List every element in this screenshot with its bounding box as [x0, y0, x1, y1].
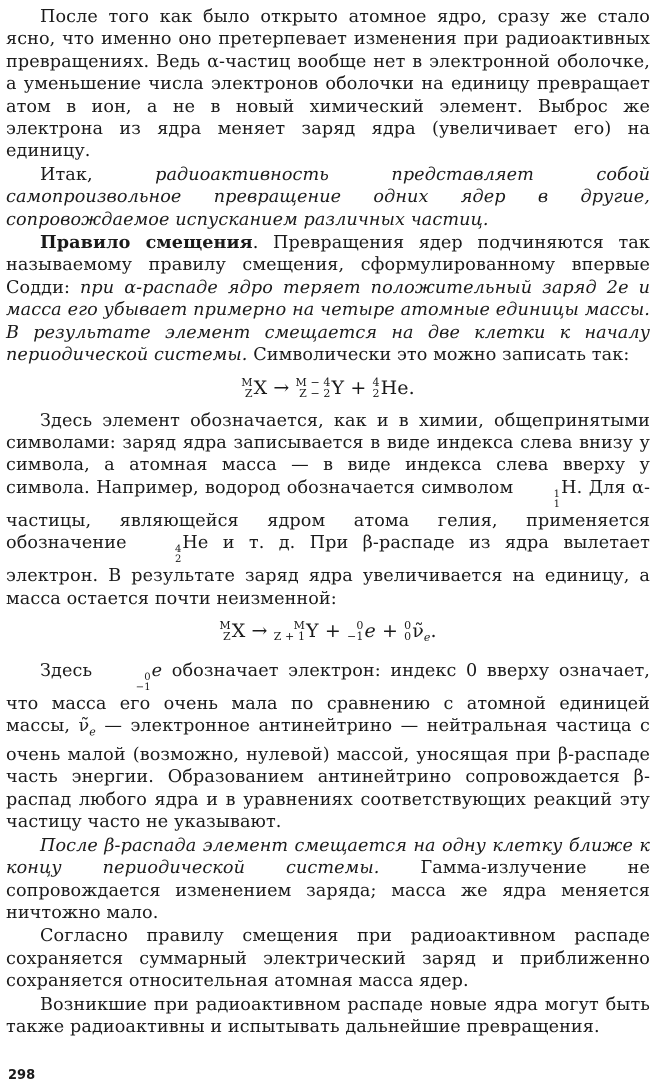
- beta-y-indices: M Z + 1: [273, 618, 306, 643]
- formula-end: .: [430, 619, 437, 642]
- reaction-arrow: →: [273, 376, 290, 399]
- paragraph-electron: Здесь 0 −1 e обозначает электрон: индекс 0 вверху означает, что масса его очень мала по сравнению с атомной единицей массы, $\nũ_e$ — электронное антинейтрино — нейтральная частица с очень малой (возможно, нулевой) массой, уносящая при β-распаде часть энергии. Образованием антинейтрино сопровождается β-распад любого ядра и в уравнениях соответствующих реакций эту частицу часто не указывают.: [6, 660, 650, 833]
- paragraph-notation: Здесь элемент обозначается, как и в химии, общепринятыми символами: заряд ядра записывается в виде индекса слева внизу у символа, а атомная масса — в виде индекса слева вверху у символа. Например, водород обозначается символом 1 1 H. Для α-частицы, являющейся ядром атома гелия, применяется обозначение 4 2 He и т. д. При β-распаде из ядра вылетает электрон. В результате заряд ядра увеличивается на единицу, а масса остается почти неизменной:: [6, 410, 651, 609]
- page-content: [6, 6, 650, 1038]
- electron-indices: 0 −1: [347, 618, 364, 643]
- paragraph-displacement-rule: [6, 232, 650, 366]
- alpha-rule-text: при α-распаде ядро теряет положительный заряд 2e и масса его убывает примерно на четыре атомные единицы массы. В результате элемент смещается на две клетки к началу периодической системы.: [6, 277, 651, 366]
- hydrogen-symbol: H: [561, 477, 577, 498]
- hydrogen-indices: 1 1: [553, 488, 561, 510]
- inline-antineutrino-subscript: e: [89, 725, 96, 739]
- inline-antineutrino-symbol: ν̃: [78, 716, 90, 737]
- beta-arrow: →: [251, 619, 268, 642]
- definition-lead: Итак,: [40, 164, 156, 185]
- displacement-rule-tail: Символически это можно записать так:: [247, 345, 630, 366]
- antineutrino-symbol: ν̃: [412, 619, 424, 642]
- inline-electron-indices: 0 −1: [135, 671, 151, 693]
- definition-text: радиоактивность представляет собой самопроизвольное превращение одних ядер в другие, сопровождаемое испусканием различных частиц.: [6, 164, 650, 230]
- electron-symbol: e: [364, 619, 376, 642]
- paragraph-further-decay: Возникшие при радиоактивном распаде новые ядра могут быть также радиоактивны и испытывать дальнейшие превращения.: [6, 994, 650, 1037]
- nuclide-x-symbol: X: [253, 376, 268, 399]
- beta-rule-text: После β-распада элемент смещается на одну клетку ближе к концу периодической системы.: [6, 835, 650, 879]
- antineutrino-subscript: e: [423, 630, 431, 644]
- inline-helium-indices: 4 2: [174, 544, 182, 566]
- beta-rule-tail: Гамма-излучение не сопровождается изменением заряда; масса же ядра меняется ничтожно мало.: [6, 858, 650, 923]
- beta-y-symbol: Y: [306, 619, 319, 642]
- antineutrino-indices: 0 0: [404, 618, 412, 643]
- paragraph-conservation: Согласно правилу смещения при радиоактивном распаде сохраняется суммарный электрический заряд и приближенно сохраняется относительная атомная масса ядер.: [6, 926, 650, 992]
- displacement-rule-heading: Правило смещения: [40, 232, 253, 254]
- page-number: 298: [8, 1068, 36, 1083]
- beta-x-symbol: X: [231, 619, 246, 642]
- displacement-rule-intro: . Превращения ядер подчиняются так называемому правилу смещения, сформулированному впервые Содди:: [6, 233, 650, 298]
- paragraph-definition: [6, 164, 650, 231]
- paragraph-nucleus: После того как было открыто атомное ядро, сразу же стало ясно, что именно оно претерпевает изменения при радиоактивных превращениях. Ведь α-частиц вообще нет в электронной оболочке, а уменьшение числа электронов оболочки на единицу превращает атом в ион, а не в новый химический элемент. Выброс же электрона из ядра меняет заряд ядра (увеличивает его) на единицу.: [6, 7, 650, 162]
- plus-sign: +: [350, 376, 367, 399]
- inline-helium-symbol: He: [182, 533, 209, 554]
- beta-decay-formula: [6, 616, 650, 652]
- beta-plus-1: +: [324, 619, 341, 642]
- nuclide-y-indices: M − 4 Z − 2: [295, 375, 331, 400]
- paragraph-beta-rule: [6, 835, 650, 925]
- beta-x-indices: M Z: [219, 618, 231, 643]
- nuclide-y-symbol: Y: [331, 376, 345, 399]
- nuclide-x-indices: M Z: [241, 375, 253, 400]
- beta-plus-2: +: [381, 619, 398, 642]
- alpha-decay-formula: [6, 373, 650, 402]
- inline-electron-symbol: e: [151, 660, 163, 681]
- helium-indices: 4 2: [372, 375, 380, 400]
- helium-symbol: He.: [380, 376, 415, 399]
